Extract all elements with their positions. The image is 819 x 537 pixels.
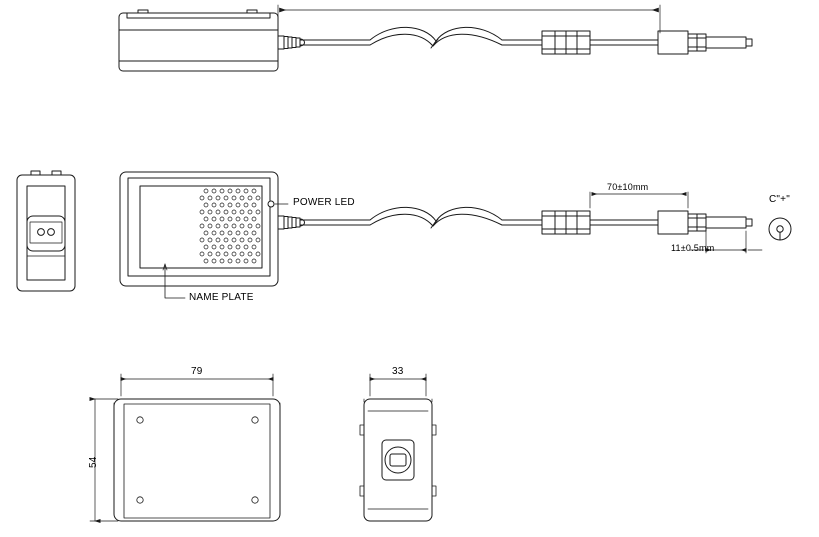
top-view [119,10,752,71]
width-label: 79 [191,366,203,377]
cord-length-dimension [590,192,688,208]
width-dimension [121,374,273,396]
name-plate-label: NAME PLATE [189,292,254,303]
dc-connector-polarity-view [769,218,791,240]
height-label: 54 [88,456,99,468]
polarity-label: C"+" [769,194,790,205]
depth-label: 33 [392,366,404,377]
bottom-view [114,399,280,521]
leader-lines [163,204,288,298]
left-side-view [17,171,75,291]
vent-hole-grid [200,189,260,263]
power-led-label: POWER LED [293,197,355,208]
depth-dimension [370,374,426,396]
top-view-overall-dimension [278,5,660,33]
narrow-side-view [360,399,436,521]
plug-length-label: 11±0.5mm [671,243,715,253]
cord-length-label: 70±10mm [607,182,649,192]
